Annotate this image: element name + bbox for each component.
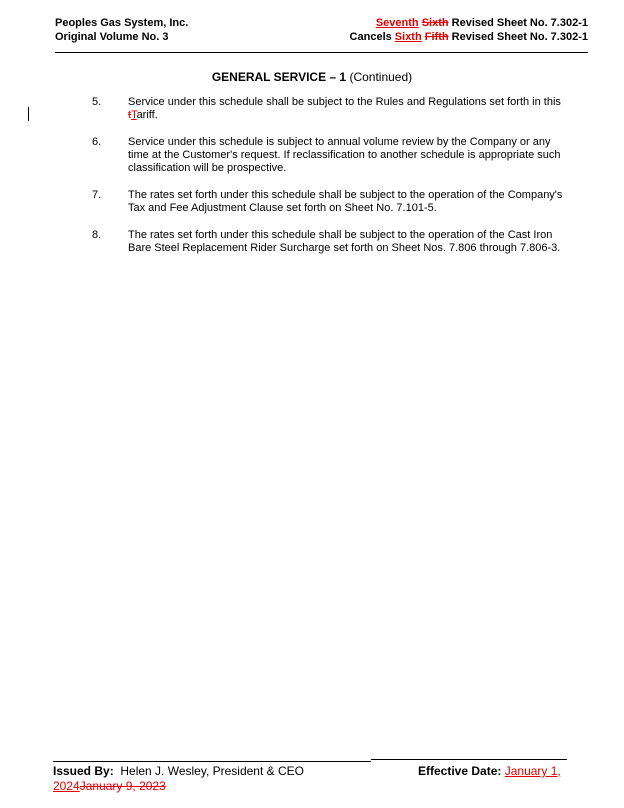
footer-divider-right <box>371 759 567 760</box>
item-number: 6. <box>92 136 102 148</box>
effective-date-deleted: January 9, 2023 <box>79 779 166 793</box>
item-text <box>128 96 574 122</box>
sheet-deleted-text: Sixth <box>421 17 449 29</box>
cancels-rest: Revised Sheet No. 7.302-1 <box>448 31 588 43</box>
item-text: Service under this schedule is subject to annual volume review by the Company or any time at the Customer's request. If reclassification to another schedule is appropriate such classification will be prospective. <box>128 136 561 174</box>
effective-date-inserted-year: 2024 <box>53 779 80 793</box>
sheet-number <box>350 16 588 30</box>
deleted-letter: t <box>128 109 132 121</box>
cancels-prefix: Cancels <box>349 31 395 43</box>
item-number: 5. <box>92 96 102 108</box>
footer-divider-left <box>53 761 371 762</box>
header-divider <box>55 52 588 53</box>
header-right <box>350 16 588 44</box>
item-text-start: Service under this schedule shall be subject to the Rules and Regulations set forth in this <box>128 96 561 108</box>
item-text-end: ariff. <box>136 109 158 121</box>
effective-date-label: Effective Date: <box>418 764 502 778</box>
effective-date-line-2 <box>53 779 166 794</box>
list-item <box>92 96 574 122</box>
item-number: 7. <box>92 189 102 201</box>
page-footer <box>53 764 573 793</box>
effective-date-inserted: January 1, <box>504 764 561 778</box>
revision-change-bar <box>28 107 29 121</box>
page-title <box>0 70 624 84</box>
list-item <box>92 189 574 215</box>
title-continued: (Continued) <box>346 70 413 84</box>
provisions-list <box>92 96 574 269</box>
header-left <box>55 16 188 44</box>
item-text: The rates set forth under this schedule shall be subject to the operation of the Cast Iron Bare Steel Replacement Rider Surcharge set forth on Sheet Nos. 7.806 through 7.806-3. <box>128 229 561 254</box>
cancels-sheet-number <box>350 30 588 44</box>
item-text: The rates set forth under this schedule shall be subject to the operation of the Company's Tax and Fee Adjustment Clause set forth on Sheet No. 7.101-5. <box>128 189 563 214</box>
title-bold: GENERAL SERVICE – 1 <box>211 70 347 84</box>
issued-by-value: Helen J. Wesley, President & CEO <box>113 764 304 778</box>
effective-date <box>418 764 561 779</box>
inserted-letter: T <box>131 109 137 121</box>
volume-number: Original Volume No. 3 <box>55 31 169 43</box>
sheet-inserted-text: Seventh <box>375 17 419 29</box>
company-name: Peoples Gas System, Inc. <box>55 17 189 29</box>
cancels-inserted-text: Sixth <box>394 31 422 43</box>
list-item <box>92 229 574 255</box>
issued-by <box>53 764 304 778</box>
item-number: 8. <box>92 229 102 241</box>
sheet-number-rest: Revised Sheet No. 7.302-1 <box>448 17 588 29</box>
list-item <box>92 136 574 175</box>
cancels-deleted-text: Fifth <box>424 31 449 43</box>
issued-by-label: Issued By: <box>53 764 114 778</box>
